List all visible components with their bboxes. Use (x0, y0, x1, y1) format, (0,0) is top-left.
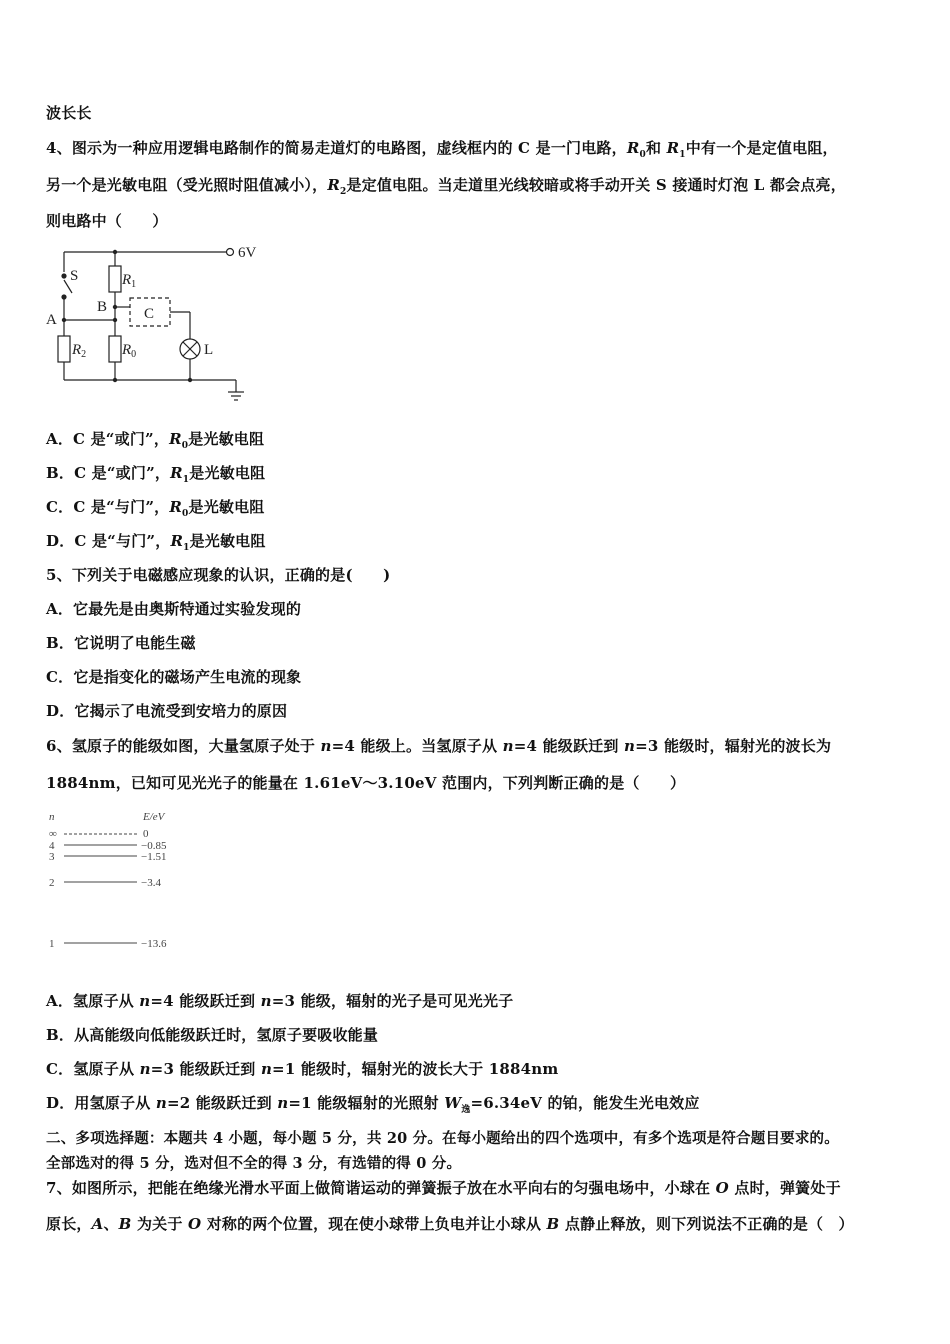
voltage-label: 6V (238, 245, 257, 261)
q5-option-d[interactable]: D．它揭示了电流受到安培力的原因 (46, 702, 288, 720)
level-1-n: 1 (49, 938, 55, 950)
q4-stem-line3: 则电路中（ ） (46, 212, 168, 230)
axis-e-label: E/eV (143, 811, 165, 823)
circuit-diagram (40, 240, 280, 410)
q4-stem-line2: 另一个是光敏电阻（受光照时阻值减小），$R_2$是定值电阻。当走道里光线较暗或将手动开关 S 接通时灯泡 L 都会点亮， (46, 176, 846, 197)
level-2-e: −3.4 (141, 877, 161, 889)
q5-stem: 5、下列关于电磁感应现象的认识，正确的是( ) (46, 566, 391, 584)
q4-option-a[interactable]: A．C 是“或门”，$R_0$是光敏电阻 (46, 430, 265, 451)
r1-label: $R_1$ (122, 272, 137, 290)
axis-n-label: n (49, 811, 55, 823)
lamp-label: L (204, 342, 214, 358)
q4-option-d[interactable]: D．C 是“与门”，$R_1$是光敏电阻 (46, 532, 266, 553)
q5-option-b[interactable]: B．它说明了电能生磁 (46, 634, 196, 652)
q6-stem-line1: 6、氢原子的能级如图，大量氢原子处于 n=4 能级上。当氢原子从 n=4 能级跃迁到 n=3 能级时，辐射光的波长为 (46, 737, 832, 755)
q7-stem-line1: 7、如图所示，把能在绝缘光滑水平面上做简谐运动的弹簧振子放在水平向右的匀强电场中，小球在 O 点时，弹簧处于 (46, 1179, 841, 1197)
r2-label: $R_2$ (72, 342, 87, 360)
node-b-label: B (97, 299, 108, 315)
level-inf-n: ∞ (49, 828, 57, 840)
intro-line: 波长长 (46, 104, 92, 122)
node-a-label: A (46, 312, 57, 328)
energy-level-diagram (44, 808, 194, 958)
q4-option-b[interactable]: B．C 是“或门”，$R_1$是光敏电阻 (46, 464, 266, 485)
r0-label: $R_0$ (122, 342, 137, 360)
node-junction-dot (113, 318, 117, 322)
level-2-n: 2 (49, 877, 55, 889)
level-inf-e: 0 (143, 828, 149, 840)
q6-option-d[interactable]: D．用氢原子从 n=2 能级跃迁到 n=1 能级辐射的光照射 $W_逸=6.34eV$ 的铂，能发生光电效应 (46, 1094, 700, 1115)
q5-option-c[interactable]: C．它是指变化的磁场产生电流的现象 (46, 668, 302, 686)
section2-heading-line2: 全部选对的得 5 分，选对但不全的得 3 分，有选错的得 0 分。 (46, 1155, 462, 1172)
switch-label: S (70, 268, 79, 284)
node-ground-dot-2 (188, 378, 192, 382)
q7-stem-line2: 原长，A、B 为关于 O 对称的两个位置，现在使小球带上负电并让小球从 B 点静止释放，则下列说法不正确的是（ ） (46, 1215, 854, 1233)
q6-option-a[interactable]: A．氢原子从 n=4 能级跃迁到 n=3 能级，辐射的光子是可见光光子 (46, 992, 514, 1010)
level-3-n: 3 (49, 851, 55, 863)
node-top-dot (113, 250, 117, 254)
q6-option-c[interactable]: C．氢原子从 n=3 能级跃迁到 n=1 能级时，辐射光的波长大于 1884nm (46, 1060, 559, 1078)
level-4-n: 4 (49, 840, 55, 852)
q4-option-c[interactable]: C．C 是“与门”，$R_0$是光敏电阻 (46, 498, 265, 519)
gate-label: C (144, 306, 155, 322)
q6-stem-line2: 1884nm，已知可见光光子的能量在 1.61eV～3.10eV 范围内，下列判断正确的是（ ） (46, 774, 686, 792)
level-3-e: −1.51 (141, 851, 167, 863)
node-a-dot (62, 318, 66, 322)
q5-option-a[interactable]: A．它最先是由奥斯特通过实验发现的 (46, 600, 302, 618)
q6-option-b[interactable]: B．从高能级向低能级跃迁时，氢原子要吸收能量 (46, 1026, 379, 1044)
node-b-dot (113, 305, 117, 309)
section2-heading-line1: 二、多项选择题：本题共 4 小题，每小题 5 分，共 20 分。在每小题给出的四个选项中，有多个选项是符合题目要求的。 (46, 1130, 839, 1147)
level-4-e: −0.85 (141, 840, 167, 852)
node-ground-dot-1 (113, 378, 117, 382)
q4-stem-line1: 4、图示为一种应用逻辑电路制作的简易走道灯的电路图，虚线框内的 C 是一门电路，$R_0$和 $R_1$中有一个是定值电阻， (46, 139, 838, 160)
level-1-e: −13.6 (141, 938, 167, 950)
